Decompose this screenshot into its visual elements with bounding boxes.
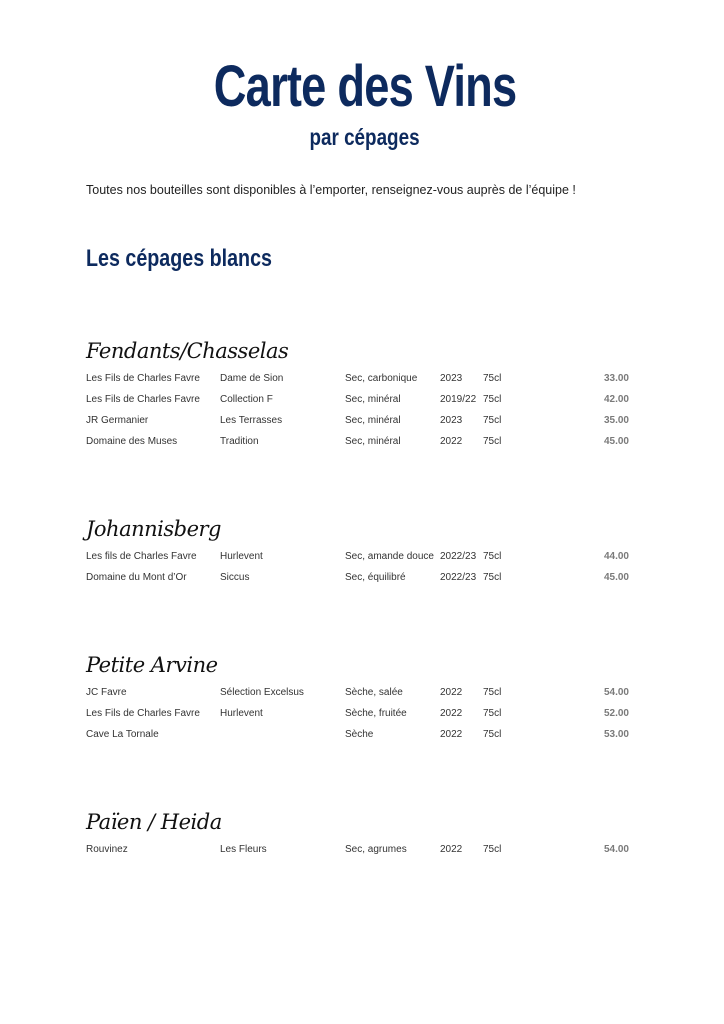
wine-price: 52.00 bbox=[603, 708, 629, 719]
wine-cuvee: Hurlevent bbox=[220, 551, 263, 562]
wine-row bbox=[86, 548, 631, 569]
wine-style: Sec, carbonique bbox=[345, 373, 418, 384]
wine-price: 54.00 bbox=[603, 844, 629, 855]
wine-row bbox=[86, 433, 631, 454]
wine-price: 53.00 bbox=[603, 729, 629, 740]
wine-row bbox=[86, 412, 631, 433]
wine-vintage: 2019/22 bbox=[440, 394, 477, 405]
wine-cuvee: Hurlevent bbox=[220, 708, 263, 719]
wine-style: Sèche, fruitée bbox=[345, 708, 407, 719]
wine-volume: 75cl bbox=[483, 436, 502, 447]
wine-producer: Les fils de Charles Favre bbox=[86, 551, 197, 562]
wine-volume: 75cl bbox=[483, 415, 502, 426]
intro-text: Toutes nos bouteilles sont disponibles à l’emporter, renseignez-vous auprès de l’équipe ! bbox=[86, 183, 576, 197]
wine-vintage: 2022/23 bbox=[440, 551, 477, 562]
wine-price: 33.00 bbox=[603, 373, 629, 384]
wine-volume: 75cl bbox=[483, 844, 502, 855]
wine-vintage: 2022/23 bbox=[440, 572, 477, 583]
wine-vintage: 2022 bbox=[440, 729, 463, 740]
wine-vintage: 2022 bbox=[440, 708, 463, 719]
wine-vintage: 2023 bbox=[440, 415, 463, 426]
wine-row bbox=[86, 684, 631, 705]
wine-style: Sec, agrumes bbox=[345, 844, 407, 855]
wine-producer: JR Germanier bbox=[86, 415, 149, 426]
wine-style: Sec, équilibré bbox=[345, 572, 406, 583]
wine-cuvee: Collection F bbox=[220, 394, 273, 405]
category-title: Johannisberg bbox=[86, 517, 222, 541]
wine-volume: 75cl bbox=[483, 572, 502, 583]
wine-volume: 75cl bbox=[483, 708, 502, 719]
wine-row bbox=[86, 726, 631, 747]
wine-cuvee: Tradition bbox=[220, 436, 259, 447]
wine-row bbox=[86, 841, 631, 862]
category-title: Païen / Heida bbox=[86, 810, 222, 834]
wine-style: Sec, minéral bbox=[345, 394, 401, 405]
wine-price: 45.00 bbox=[603, 436, 629, 447]
wine-volume: 75cl bbox=[483, 687, 502, 698]
wine-producer: Les Fils de Charles Favre bbox=[86, 394, 200, 405]
wine-producer: JC Favre bbox=[86, 687, 127, 698]
wine-volume: 75cl bbox=[483, 373, 502, 384]
wine-style: Sèche bbox=[345, 729, 374, 740]
wine-cuvee: Sélection Excelsus bbox=[220, 687, 304, 698]
category-petite-arvine bbox=[86, 650, 631, 747]
page-subtitle: par cépages bbox=[309, 124, 420, 150]
wine-producer: Les Fils de Charles Favre bbox=[86, 708, 200, 719]
wine-producer: Cave La Tornale bbox=[86, 729, 159, 740]
wine-volume: 75cl bbox=[483, 729, 502, 740]
wine-producer: Rouvinez bbox=[86, 844, 128, 855]
page-title: Carte des Vins bbox=[213, 54, 517, 119]
wine-row bbox=[86, 370, 631, 391]
wine-price: 42.00 bbox=[603, 394, 629, 405]
wine-price: 44.00 bbox=[603, 551, 629, 562]
wine-vintage: 2022 bbox=[440, 687, 463, 698]
wine-price: 35.00 bbox=[603, 415, 629, 426]
category-johannisberg bbox=[86, 514, 631, 590]
wine-row bbox=[86, 391, 631, 412]
category-fendants bbox=[86, 336, 631, 454]
category-title: Fendants/Chasselas bbox=[86, 339, 289, 363]
wine-cuvee: Les Fleurs bbox=[220, 844, 267, 855]
wine-price: 54.00 bbox=[603, 687, 629, 698]
wine-row bbox=[86, 569, 631, 590]
wine-producer: Domaine des Muses bbox=[86, 436, 178, 447]
wine-cuvee: Les Terrasses bbox=[220, 415, 283, 426]
wine-style: Sec, amande douce bbox=[345, 551, 434, 562]
wine-cuvee: Siccus bbox=[220, 572, 250, 583]
wine-producer: Domaine du Mont d’Or bbox=[86, 572, 187, 583]
wine-style: Sèche, salée bbox=[345, 687, 403, 698]
section-heading: Les cépages blancs bbox=[86, 245, 272, 272]
wine-volume: 75cl bbox=[483, 394, 502, 405]
wine-price: 45.00 bbox=[603, 572, 629, 583]
wine-cuvee: Dame de Sion bbox=[220, 373, 284, 384]
wine-volume: 75cl bbox=[483, 551, 502, 562]
wine-vintage: 2022 bbox=[440, 436, 463, 447]
wine-row bbox=[86, 705, 631, 726]
wine-producer: Les Fils de Charles Favre bbox=[86, 373, 200, 384]
category-paien-heida bbox=[86, 807, 631, 862]
wine-vintage: 2022 bbox=[440, 844, 463, 855]
wine-style: Sec, minéral bbox=[345, 436, 401, 447]
category-title: Petite Arvine bbox=[86, 653, 218, 677]
wine-vintage: 2023 bbox=[440, 373, 463, 384]
wine-style: Sec, minéral bbox=[345, 415, 401, 426]
